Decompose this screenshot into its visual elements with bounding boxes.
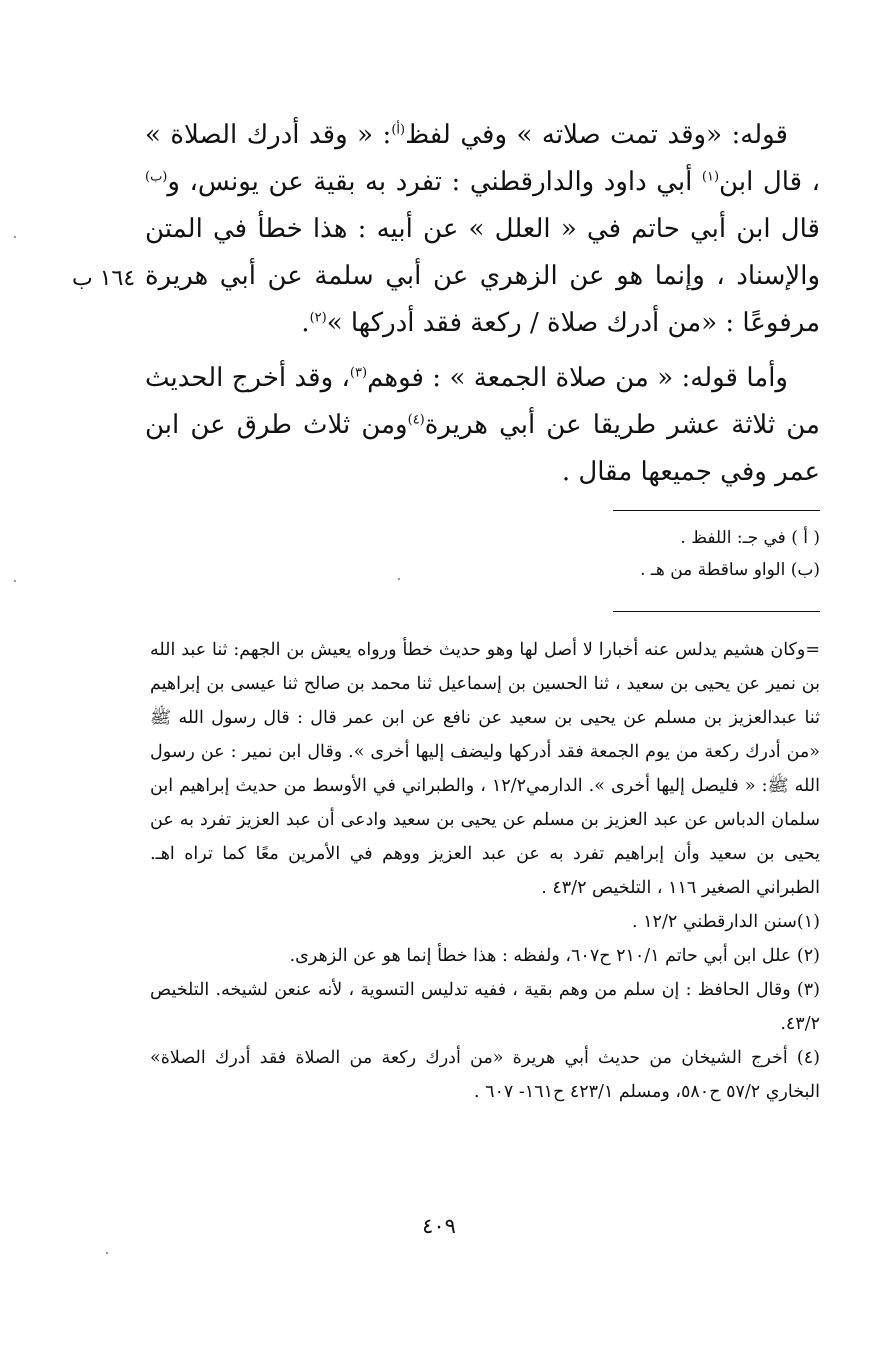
footnote: (٣) وقال الحافظ : إن سلم من وهم بقية ، ففيه تدليس التسوية ، لأنه عنعن لشيخه. التلخيص ٤٣/٢.: [150, 980, 820, 1034]
variant-note: (ب) الواو ساقطة من هـ .: [640, 560, 820, 580]
footnote-ref: (١): [701, 169, 720, 185]
manuscript-folio-marker: ١٦٤ ب: [72, 266, 136, 291]
footnote-ref: (٤): [407, 412, 425, 428]
main-text-run: .: [301, 308, 310, 338]
main-text-run: قوله: «وقد تمت صلاته » وفي لفظ: [405, 120, 788, 150]
footnote-divider: [613, 510, 820, 511]
scan-speck: [14, 580, 16, 582]
main-text-run: : « وقد أدرك الصلاة » ، قال ابن: [145, 120, 820, 197]
scan-speck: [398, 578, 400, 580]
footnote-divider: [613, 611, 820, 612]
footnote-continuation: =وكان هشيم يدلس عنه أخبارا لا أصل لها وهو حديث خطأ ورواه يعيش بن الجهم: ثنا عبد الله بن نمير عن يحيى بن سعيد ، ثنا الحسين بن إسماعيل ثنا محمد بن صالح ثنا عيسى بن إبراهيم ثنا عبدالعزيز بن مسلم عن يحيى بن سعيد عن نافع عن ابن عمر قال : قال رسول الله ﷺ «من أدرك ركعة من يوم الجمعة فقد أدركها وليضف إليها أخرى ». وقال ابن نمير : عن رسول الله ﷺ: « فليصل إليها أخرى ». الدارمي١٢/٢ ، والطبراني في الأوسط من حديث إبراهيم ابن سلمان الدباس عن عبد العزيز بن مسلم عن يحيى بن سعيد وادعى أن عبد العزيز تفرد به عن يحيى بن سعيد وأن إبراهيم تفرد به عن عبد العزيز ووهم في الأمرين معًا كما تراه اهـ. الطبراني الصغير ١١٦ ، التلخيص ٤٣/٢ .: [150, 640, 821, 898]
footnote: (٤) أخرج الشيخان من حديث أبي هريرة «من أدرك ركعة من الصلاة فقد أدرك الصلاة» البخاري ٥٧/٢ ح٥٨٠، ومسلم ٤٢٣/١ ح١٦١- ٦٠٧ .: [150, 1048, 820, 1102]
scan-speck: [106, 1252, 108, 1254]
footnote-ref: (ب): [145, 169, 168, 185]
page-number: ٤٠٩: [422, 1214, 456, 1238]
main-text-run: وأما قوله: « من صلاة الجمعة » : فوهم: [367, 363, 788, 393]
main-text-run: قال ابن أبي حاتم في « العلل » عن أبيه : هذا خطأ في المتن والإسناد ، وإنما هو عن الزهري عن أبي سلمة عن أبي هريرة مرفوعًا : «من أدرك صلاة / ركعة فقد أدركها »: [145, 214, 820, 338]
scan-speck: [14, 236, 16, 238]
footnote-ref: (٢): [309, 310, 327, 326]
main-paragraph: [145, 355, 820, 496]
variant-notes: [420, 522, 820, 586]
footnote-ref: (٣): [349, 365, 368, 381]
footnote: (٢) علل ابن أبي حاتم ٢١٠/١ ح٦٠٧، ولفظه : هذا خطأ إنما هو عن الزهرى.: [289, 946, 820, 966]
footnote-ref: (أ): [391, 122, 406, 138]
main-text-run: أبي داود والدارقطني : تفرد به بقية عن يونس، و: [167, 167, 702, 197]
footnote: (١)سنن الدارقطني ١٢/٢ .: [632, 912, 820, 932]
main-text-run: ، وقد أخرج الحديث من ثلاثة عشر طريقا عن أبي هريرة: [145, 363, 820, 440]
main-text: [145, 112, 820, 496]
footnotes: [150, 633, 820, 1109]
variant-note: ( أ ) في جـ: اللفظ .: [680, 528, 820, 548]
main-text-run: ومن ثلاث طرق عن ابن عمر وفي جميعها مقال .: [145, 410, 820, 487]
main-paragraph: [145, 112, 820, 347]
